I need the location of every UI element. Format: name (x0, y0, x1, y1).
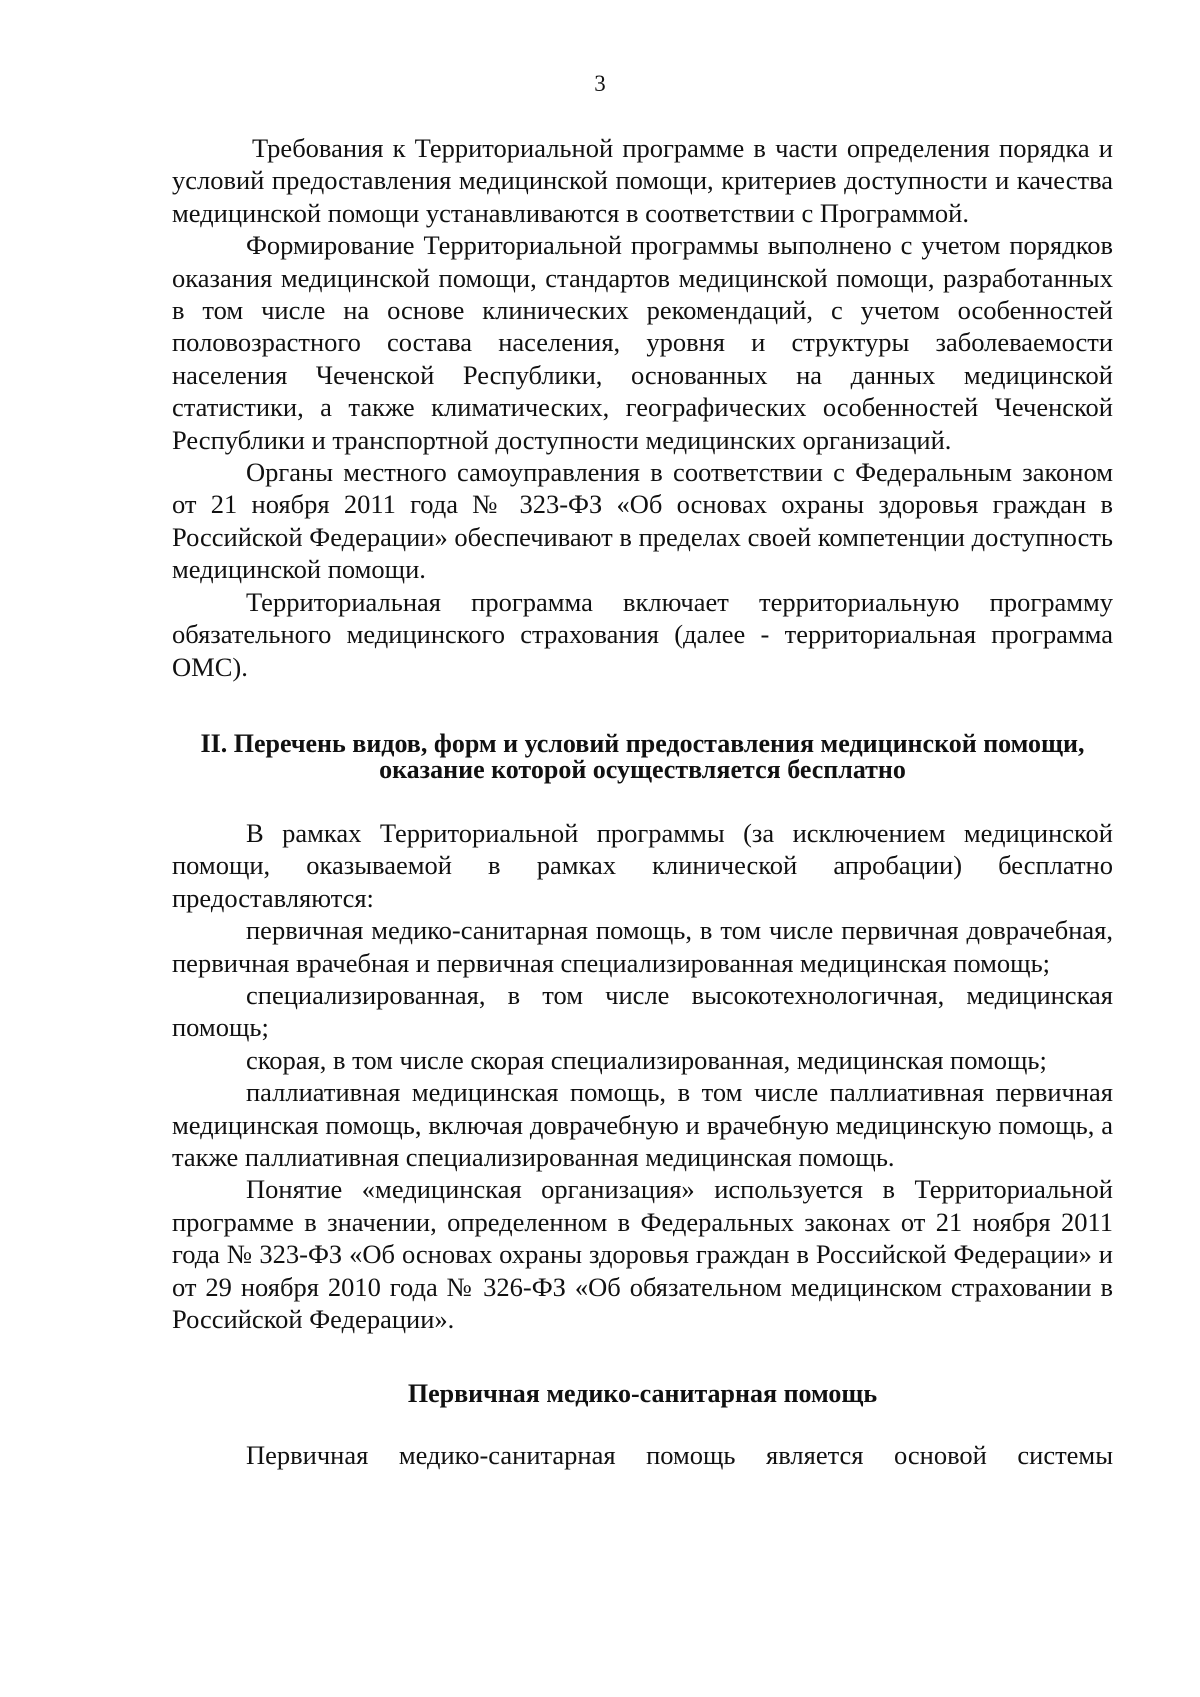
paragraph: паллиативная медицинская помощь, в том числе паллиативная первичная медицинская помощь, включая доврачебную и врачебную медицинскую помощь, а также паллиативная специализированная медицинская помощь. (172, 1077, 1113, 1172)
paragraph: первичная медико-санитарная помощь, в том числе первичная доврачебная, первичная врачебная и первичная специализированная медицинская помощь; (172, 915, 1113, 978)
paragraph: Требования к Территориальной программе в части определения порядка и условий предоставления медицинской помощи, критериев доступности и качества медицинской помощи устанавливаются в соответствии с Программой. (172, 133, 1113, 228)
paragraph: Формирование Территориальной программы выполнено с учетом порядков оказания медицинской помощи, стандартов медицинской помощи, разработанных в том числе на основе клинических рекомендаций, с учетом особенностей половозрастного состава населения, уровня и структуры заболеваемости населения Чеченской Республики, основанных на данных медицинской статистики, а также климатических, географических особенностей Чеченской Республики и транспортной доступности медицинских организаций. (172, 230, 1113, 455)
paragraph: Первичная медико-санитарная помощь является основой системы (246, 1440, 1113, 1471)
paragraph: В рамках Территориальной программы (за исключением медицинской помощи, оказываемой в рамках клинической апробации) бесплатно предоставляются: (172, 817, 1113, 913)
paragraph: Территориальная программа включает территориальную программу обязательного медицинского страхования (далее - территориальная программа ОМС). (172, 586, 1113, 682)
page-number: 3 (594, 71, 606, 96)
document-body (172, 132, 1113, 1472)
section-heading: II. Перечень видов, форм и условий предоставления медицинской помощи, оказание которой осуществляется бесплатно (200, 728, 1085, 784)
paragraph: Органы местного самоуправления в соответствии с Федеральным законом от 21 ноября 2011 года № 323-ФЗ «Об основах охраны здоровья граждан в Российской Федерации» обеспечивают в пределах своей компетенции доступность медицинской помощи. (172, 457, 1113, 585)
paragraph: скорая, в том числе скорая специализированная, медицинская помощь; (246, 1044, 1047, 1075)
subsection-heading: Первичная медико-санитарная помощь (407, 1379, 878, 1409)
paragraph: специализированная, в том числе высокотехнологичная, медицинская помощь; (172, 979, 1113, 1043)
paragraph: Понятие «медицинская организация» используется в Территориальной программе в значении, определенном в Федеральных законах от 21 ноября 2011 года № 323-ФЗ «Об основах охраны здоровья граждан в Российской Федерации» и от 29 ноября 2010 года № 326-ФЗ «Об обязательном медицинском страховании в Российской Федерации». (172, 1174, 1113, 1334)
